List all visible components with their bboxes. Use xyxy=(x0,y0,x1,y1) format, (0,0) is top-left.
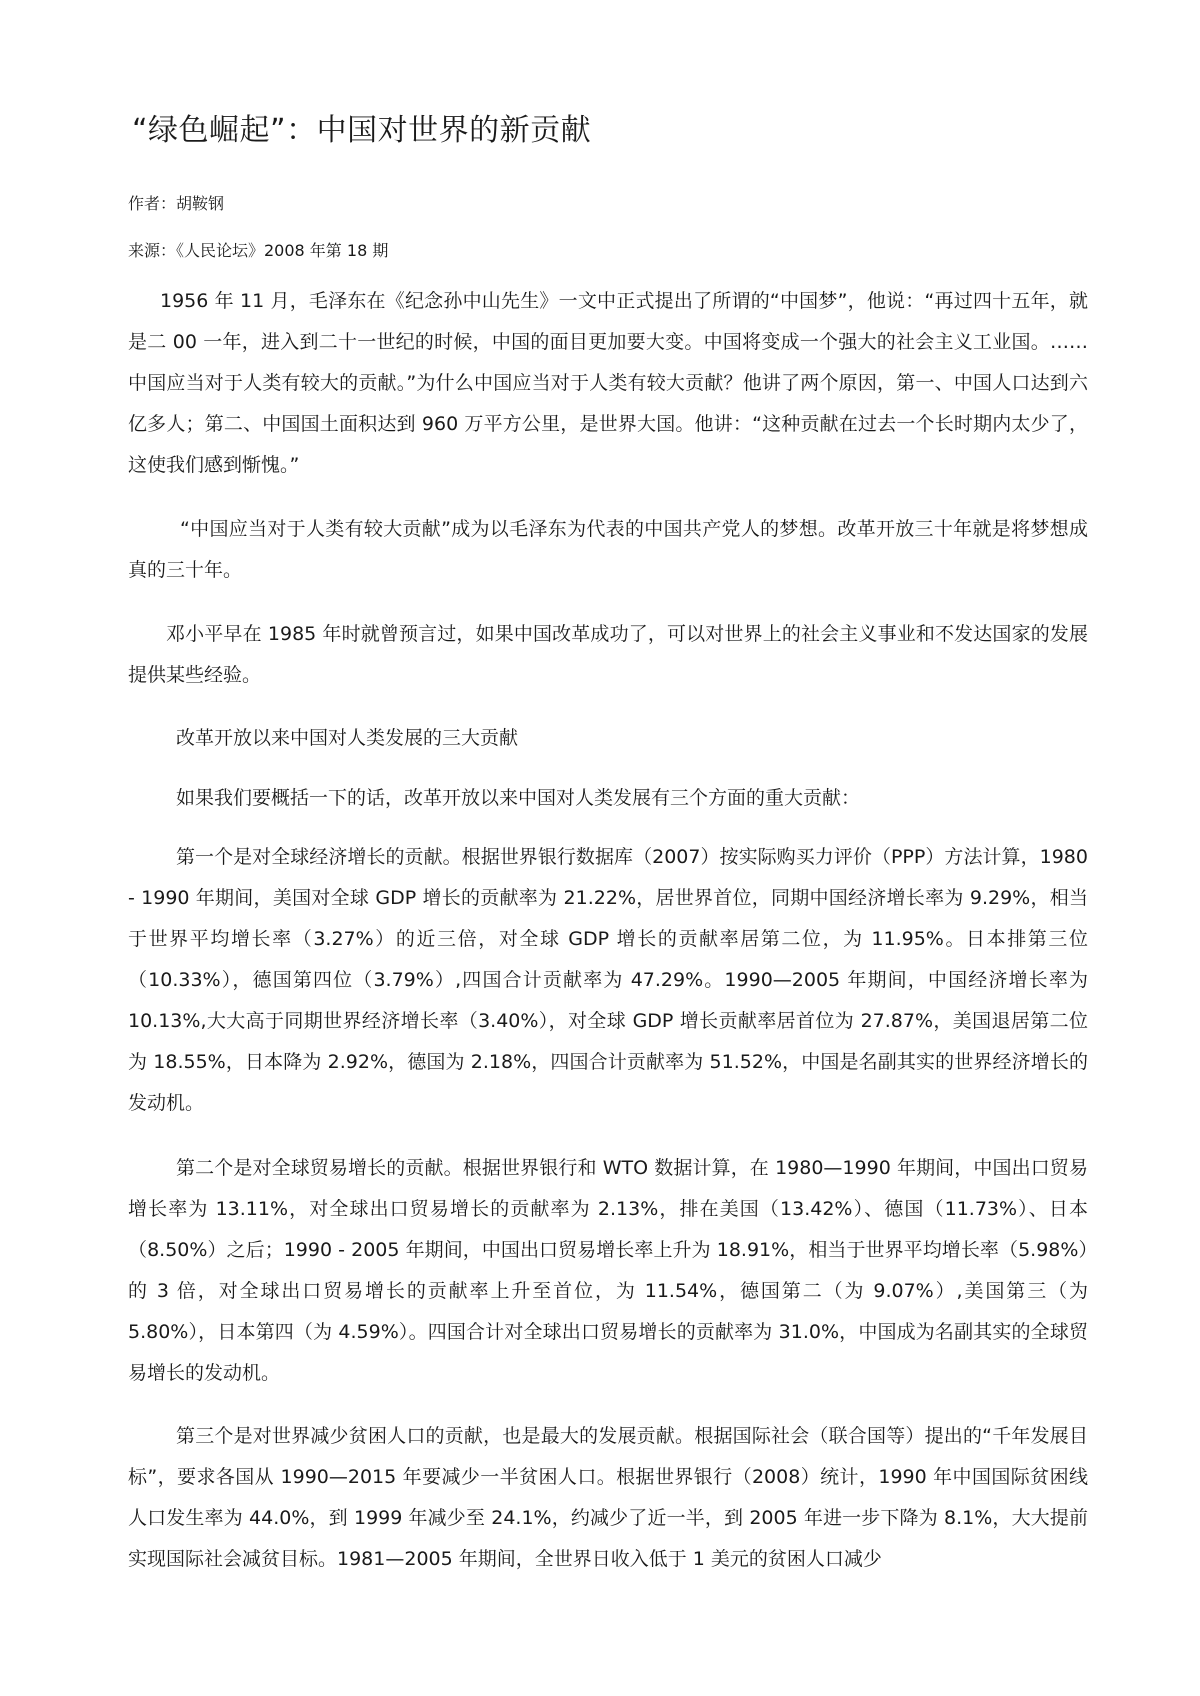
paragraph-deng-prediction: 邓小平早在 1985 年时就曾预言过，如果中国改革成功了，可以对世界上的社会主义事业和不发达国家的发展提供某些经验。 xyxy=(128,623,1088,686)
article-title: “绿色崛起”：中国对世界的新贡献 xyxy=(132,113,592,148)
paragraph-economic-growth: 第一个是对全球经济增长的贡献。根据世界银行数据库（2007）按实际购买力评价（PPP）方法计算，1980 - 1990 年期间，美国对全球 GDP 增长的贡献率为 21.22%，居世界首位，同期中国经济增长率为 9.29%，相当于世界平均增长率（3.27%）的近三倍，对全球 GDP 增长的贡献率居第二位，为 11.95%。日本排第三位（10.33%），德国第四位（3.79%）,四国合计贡献率为 47.29%。1990—2005 年期间，中国经济增长率为 10.13%,大大高于同期世界经济增长率（3.40%），对全球 GDP 增长贡献率居首位为 27.87%，美国退居第二位为 18.55%，日本降为 2.92%，德国为 2.18%，四国合计贡献率为 51.52%，中国是名副其实的世界经济增长的发动机。 xyxy=(128,846,1088,1114)
section-heading-three-contributions: 改革开放以来中国对人类发展的三大贡献 xyxy=(176,727,519,749)
paragraph-poverty-reduction: 第三个是对世界减少贫困人口的贡献，也是最大的发展贡献。根据国际社会（联合国等）提出的“千年发展目标”，要求各国从 1990—2015 年要减少一半贫困人口。根据世界银行（2008）统计，1990 年中国国际贫困线人口发生率为 44.0%，到 1999 年减少至 24.1%，约减少了近一半，到 2005 年进一步下降为 8.1%，大大提前实现国际社会减贫目标。1981—2005 年期间，全世界日收入低于 1 美元的贫困人口减少 xyxy=(128,1425,1088,1570)
paragraph-summary-intro: 如果我们要概括一下的话，改革开放以来中国对人类发展有三个方面的重大贡献： xyxy=(176,787,861,809)
source-line: 来源：《人民论坛》2008 年第 18 期 xyxy=(128,241,389,260)
paragraph-trade-growth: 第二个是对全球贸易增长的贡献。根据世界银行和 WTO 数据计算，在 1980—1990 年期间，中国出口贸易增长率为 13.11%，对全球出口贸易增长的贡献率为 2.13%，排在美国（13.42%）、德国（11.73%）、日本（8.50%）之后；1990 - 2005 年期间，中国出口贸易增长率上升为 18.91%，相当于世界平均增长率（5.98%）的 3 倍，对全球出口贸易增长的贡献率上升至首位，为 11.54%，德国第二（为 9.07%）,美国第三（为 5.80%），日本第四（为 4.59%）。四国合计对全球出口贸易增长的贡献率为 31.0%，中国成为名副其实的全球贸易增长的发动机。 xyxy=(128,1157,1088,1384)
author-line: 作者：胡鞍钢 xyxy=(128,194,225,213)
paragraph-reform-thirty-years: “中国应当对于人类有较大贡献”成为以毛泽东为代表的中国共产党人的梦想。改革开放三十年就是将梦想成真的三十年。 xyxy=(128,518,1088,581)
paragraph-mao-china-dream: 1956 年 11 月，毛泽东在《纪念孙中山先生》一文中正式提出了所谓的“中国梦”，他说：“再过四十五年，就是二 00 一年，进入到二十一世纪的时候，中国的面目更加要大变。中国将变成一个强大的社会主义工业国。……中国应当对于人类有较大的贡献。”为什么中国应当对于人类有较大贡献？他讲了两个原因，第一、中国人口达到六亿多人；第二、中国国土面积达到 960 万平方公里，是世界大国。他讲：“这种贡献在过去一个长时期内太少了，这使我们感到惭愧。” xyxy=(128,290,1088,476)
